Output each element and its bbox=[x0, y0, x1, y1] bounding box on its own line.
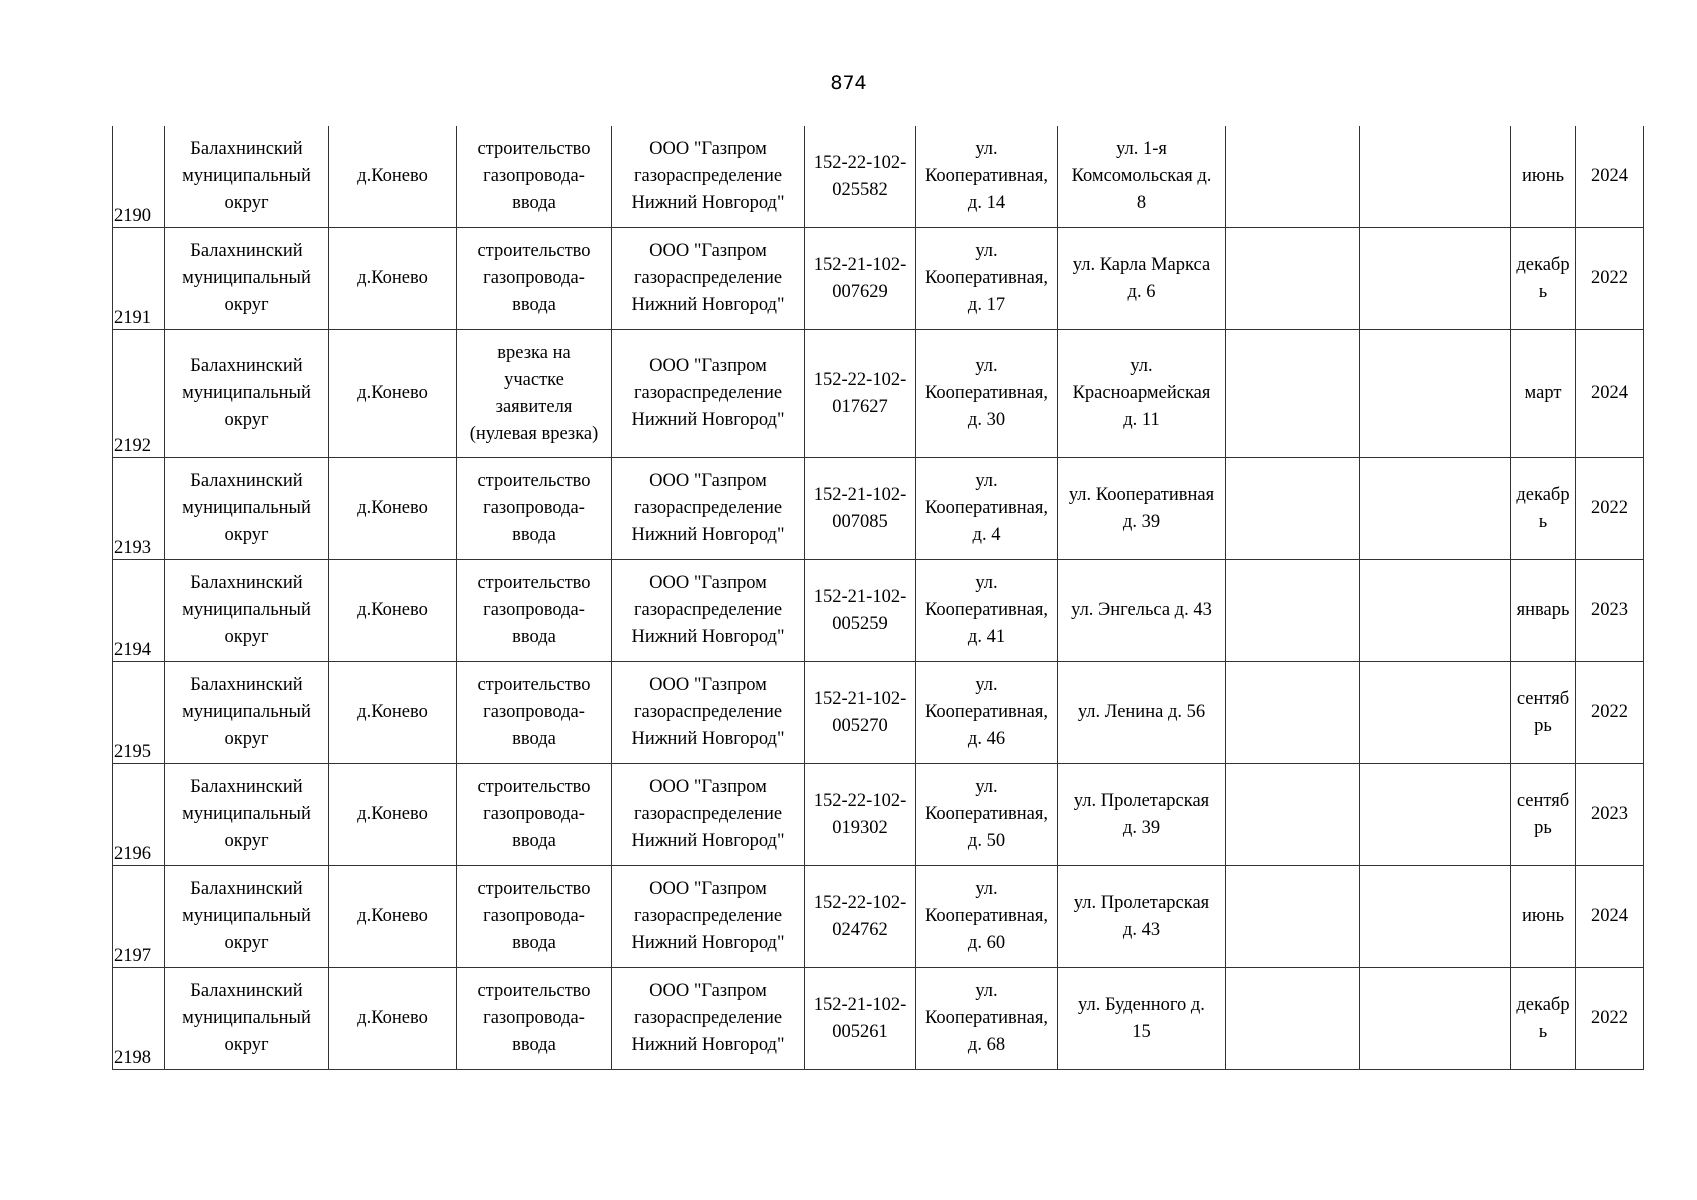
district-cell-line: округ bbox=[224, 729, 269, 749]
organization-cell bbox=[612, 560, 805, 662]
district-cell-line: муниципальный bbox=[182, 498, 311, 518]
connection-address-cell-line: Комсомольская д. bbox=[1071, 166, 1212, 186]
application-code-cell-line: 025582 bbox=[832, 179, 888, 200]
organization-cell-line: ООО "Газпром bbox=[649, 879, 767, 899]
district-cell bbox=[165, 764, 329, 866]
object-address-cell-line: ул. bbox=[975, 241, 998, 261]
empty-cell bbox=[1226, 968, 1360, 1070]
district-cell-line: Балахнинский bbox=[190, 241, 303, 261]
connection-address-cell-line: ул. Пролетарская bbox=[1073, 892, 1210, 913]
object-address-cell-line: Кооперативная, bbox=[925, 166, 1048, 186]
application-code-cell bbox=[805, 662, 916, 764]
organization-cell-line: газораспределение bbox=[633, 498, 783, 518]
object-address-cell-line: ул. bbox=[975, 675, 998, 695]
empty-cell bbox=[1226, 458, 1360, 560]
organization-cell-line: газораспределение bbox=[633, 600, 783, 620]
month-cell bbox=[1511, 126, 1576, 228]
organization-cell-line: Нижний Новгород" bbox=[631, 193, 785, 213]
empty-cell bbox=[1226, 866, 1360, 968]
application-code-cell-line: 152-21-102- bbox=[813, 586, 907, 607]
district-cell-line: округ bbox=[224, 933, 269, 953]
object-address-cell-line: д. 46 bbox=[967, 729, 1006, 749]
work-type-cell-line: строительство bbox=[477, 777, 591, 797]
year-cell: 2022 bbox=[1576, 662, 1644, 764]
page-number: 874 bbox=[830, 72, 867, 94]
work-type-cell-line: ввода bbox=[512, 933, 556, 953]
object-address-cell-line: д. 68 bbox=[967, 1035, 1006, 1055]
connection-address-cell-line: д. 39 bbox=[1122, 511, 1161, 532]
work-type-cell-line: строительство bbox=[477, 471, 591, 491]
object-address-cell-line: д. 41 bbox=[967, 627, 1006, 647]
month-cell-line: январь bbox=[1516, 600, 1570, 620]
empty-cell bbox=[1226, 228, 1360, 330]
month-cell-line: декабр bbox=[1516, 994, 1570, 1015]
object-address-cell bbox=[916, 866, 1058, 968]
work-type-cell-line: участке bbox=[504, 369, 564, 390]
work-type-cell-line: газопровода- bbox=[483, 268, 585, 288]
district-cell bbox=[165, 458, 329, 560]
object-address-cell-line: д. 50 bbox=[967, 831, 1006, 851]
organization-cell-line: ООО "Газпром bbox=[649, 573, 767, 593]
connection-address-cell-line: ул. Карла Маркса bbox=[1072, 254, 1211, 275]
empty-cell bbox=[1360, 330, 1511, 458]
district-cell bbox=[165, 662, 329, 764]
work-type-cell-line: строительство bbox=[477, 675, 591, 695]
organization-cell-line: ООО "Газпром bbox=[649, 675, 767, 695]
work-type-cell-line: строительство bbox=[477, 981, 591, 1001]
district-cell-line: муниципальный bbox=[182, 383, 311, 403]
gasification-registry-table bbox=[112, 126, 1644, 1070]
object-address-cell-line: ул. bbox=[975, 573, 998, 593]
empty-cell bbox=[1226, 764, 1360, 866]
connection-address-cell bbox=[1058, 330, 1226, 458]
work-type-cell-line: строительство bbox=[477, 573, 591, 593]
organization-cell bbox=[612, 458, 805, 560]
empty-cell bbox=[1360, 662, 1511, 764]
connection-address-cell bbox=[1058, 968, 1226, 1070]
application-code-cell bbox=[805, 458, 916, 560]
object-address-cell-line: ул. bbox=[975, 139, 998, 159]
work-type-cell-line: газопровода- bbox=[483, 906, 585, 926]
organization-cell-line: газораспределение bbox=[633, 906, 783, 926]
work-type-cell-line: ввода bbox=[512, 193, 556, 213]
work-type-cell bbox=[457, 662, 612, 764]
month-cell bbox=[1511, 968, 1576, 1070]
organization-cell-line: ООО "Газпром bbox=[649, 356, 767, 376]
work-type-cell-line: газопровода- bbox=[483, 498, 585, 518]
object-address-cell bbox=[916, 968, 1058, 1070]
empty-cell bbox=[1226, 662, 1360, 764]
district-cell-line: Балахнинский bbox=[190, 675, 303, 695]
empty-cell bbox=[1360, 764, 1511, 866]
month-cell-line: сентяб bbox=[1516, 790, 1570, 811]
row-number: 2194 bbox=[113, 560, 165, 662]
object-address-cell bbox=[916, 458, 1058, 560]
table-row bbox=[113, 764, 1644, 866]
work-type-cell-line: ввода bbox=[512, 627, 556, 647]
connection-address-cell bbox=[1058, 458, 1226, 560]
empty-cell bbox=[1360, 458, 1511, 560]
work-type-cell-line: врезка на bbox=[497, 342, 571, 363]
object-address-cell-line: Кооперативная, bbox=[925, 1008, 1048, 1028]
object-address-cell bbox=[916, 764, 1058, 866]
table-row bbox=[113, 866, 1644, 968]
district-cell-line: Балахнинский bbox=[190, 573, 303, 593]
organization-cell-line: ООО "Газпром bbox=[649, 471, 767, 491]
work-type-cell-line: строительство bbox=[477, 879, 591, 899]
application-code-cell bbox=[805, 866, 916, 968]
district-cell-line: округ bbox=[224, 525, 269, 545]
organization-cell bbox=[612, 228, 805, 330]
district-cell-line: Балахнинский bbox=[190, 356, 303, 376]
district-cell bbox=[165, 560, 329, 662]
connection-address-cell bbox=[1058, 866, 1226, 968]
year-cell: 2022 bbox=[1576, 458, 1644, 560]
organization-cell-line: ООО "Газпром bbox=[649, 777, 767, 797]
object-address-cell bbox=[916, 330, 1058, 458]
district-cell-line: муниципальный bbox=[182, 600, 311, 620]
month-cell bbox=[1511, 866, 1576, 968]
row-number: 2197 bbox=[113, 866, 165, 968]
month-cell bbox=[1511, 764, 1576, 866]
organization-cell-line: Нижний Новгород" bbox=[631, 933, 785, 953]
year-cell: 2022 bbox=[1576, 968, 1644, 1070]
row-number: 2196 bbox=[113, 764, 165, 866]
district-cell-line: Балахнинский bbox=[190, 879, 303, 899]
work-type-cell-line: ввода bbox=[512, 525, 556, 545]
application-code-cell-line: 024762 bbox=[832, 919, 888, 940]
organization-cell-line: ООО "Газпром bbox=[649, 139, 767, 159]
work-type-cell-line: ввода bbox=[512, 1035, 556, 1055]
work-type-cell bbox=[457, 126, 612, 228]
application-code-cell-line: 019302 bbox=[832, 817, 888, 838]
work-type-cell-line: газопровода- bbox=[483, 1008, 585, 1028]
district-cell-line: округ bbox=[224, 193, 269, 213]
table-row bbox=[113, 560, 1644, 662]
organization-cell-line: ООО "Газпром bbox=[649, 981, 767, 1001]
empty-cell bbox=[1360, 968, 1511, 1070]
district-cell-line: Балахнинский bbox=[190, 777, 303, 797]
month-cell-line: ь bbox=[1538, 511, 1548, 532]
organization-cell bbox=[612, 968, 805, 1070]
row-number: 2198 bbox=[113, 968, 165, 1070]
organization-cell-line: Нижний Новгород" bbox=[631, 627, 785, 647]
organization-cell-line: газораспределение bbox=[633, 1008, 783, 1028]
month-cell bbox=[1511, 662, 1576, 764]
application-code-cell-line: 152-22-102- bbox=[813, 152, 907, 173]
district-cell-line: округ bbox=[224, 295, 269, 315]
district-cell-line: Балахнинский bbox=[190, 981, 303, 1001]
application-code-cell bbox=[805, 126, 916, 228]
application-code-cell bbox=[805, 330, 916, 458]
work-type-cell-line: ввода bbox=[512, 295, 556, 315]
empty-cell bbox=[1226, 126, 1360, 228]
application-code-cell-line: 017627 bbox=[832, 396, 888, 417]
object-address-cell-line: Кооперативная, bbox=[925, 383, 1048, 403]
month-cell-line: март bbox=[1524, 383, 1562, 403]
object-address-cell bbox=[916, 560, 1058, 662]
settlement-cell: д.Конево bbox=[329, 866, 457, 968]
district-cell-line: муниципальный bbox=[182, 268, 311, 288]
object-address-cell-line: д. 4 bbox=[972, 525, 1001, 545]
empty-cell bbox=[1360, 126, 1511, 228]
month-cell bbox=[1511, 458, 1576, 560]
settlement-cell: д.Конево bbox=[329, 968, 457, 1070]
organization-cell-line: Нижний Новгород" bbox=[631, 729, 785, 749]
table-row bbox=[113, 662, 1644, 764]
table-body bbox=[113, 126, 1644, 1070]
connection-address-cell-line: ул. Буденного д. bbox=[1078, 994, 1205, 1015]
connection-address-cell-line: д. 11 bbox=[1123, 410, 1160, 430]
work-type-cell-line: ввода bbox=[512, 831, 556, 851]
application-code-cell-line: 005259 bbox=[832, 613, 888, 634]
month-cell-line: рь bbox=[1534, 715, 1552, 736]
district-cell bbox=[165, 228, 329, 330]
object-address-cell-line: ул. bbox=[975, 777, 998, 797]
organization-cell-line: Нижний Новгород" bbox=[631, 525, 785, 545]
district-cell bbox=[165, 330, 329, 458]
application-code-cell-line: 005261 bbox=[832, 1021, 888, 1042]
connection-address-cell-line: 15 bbox=[1132, 1021, 1151, 1042]
application-code-cell-line: 152-22-102- bbox=[813, 892, 907, 913]
district-cell-line: муниципальный bbox=[182, 906, 311, 926]
month-cell bbox=[1511, 560, 1576, 662]
month-cell-line: ь bbox=[1538, 1021, 1548, 1042]
work-type-cell-line: газопровода- bbox=[483, 804, 585, 824]
organization-cell-line: газораспределение bbox=[633, 268, 783, 288]
connection-address-cell bbox=[1058, 126, 1226, 228]
application-code-cell-line: 152-21-102- bbox=[813, 254, 907, 275]
settlement-cell: д.Конево bbox=[329, 330, 457, 458]
table-row bbox=[113, 330, 1644, 458]
month-cell-line: сентяб bbox=[1516, 688, 1570, 709]
object-address-cell-line: Кооперативная, bbox=[925, 804, 1048, 824]
empty-cell bbox=[1360, 228, 1511, 330]
object-address-cell bbox=[916, 662, 1058, 764]
object-address-cell-line: Кооперативная, bbox=[925, 906, 1048, 926]
work-type-cell-line: заявителя bbox=[495, 396, 573, 417]
district-cell-line: округ bbox=[224, 627, 269, 647]
organization-cell-line: Нижний Новгород" bbox=[631, 410, 785, 430]
organization-cell bbox=[612, 764, 805, 866]
object-address-cell-line: Кооперативная, bbox=[925, 498, 1048, 518]
connection-address-cell-line: Красноармейская bbox=[1072, 383, 1211, 403]
connection-address-cell bbox=[1058, 764, 1226, 866]
district-cell bbox=[165, 968, 329, 1070]
empty-cell bbox=[1360, 560, 1511, 662]
district-cell-line: муниципальный bbox=[182, 702, 311, 722]
district-cell-line: округ bbox=[224, 831, 269, 851]
object-address-cell-line: Кооперативная, bbox=[925, 600, 1048, 620]
empty-cell bbox=[1226, 560, 1360, 662]
connection-address-cell bbox=[1058, 228, 1226, 330]
table-row bbox=[113, 458, 1644, 560]
year-cell: 2022 bbox=[1576, 228, 1644, 330]
settlement-cell: д.Конево bbox=[329, 458, 457, 560]
district-cell-line: Балахнинский bbox=[190, 139, 303, 159]
application-code-cell bbox=[805, 764, 916, 866]
year-cell: 2024 bbox=[1576, 330, 1644, 458]
month-cell bbox=[1511, 228, 1576, 330]
organization-cell bbox=[612, 866, 805, 968]
organization-cell-line: ООО "Газпром bbox=[649, 241, 767, 261]
district-cell-line: Балахнинский bbox=[190, 471, 303, 491]
empty-cell bbox=[1360, 866, 1511, 968]
object-address-cell-line: д. 14 bbox=[967, 193, 1006, 213]
year-cell: 2024 bbox=[1576, 126, 1644, 228]
year-cell: 2024 bbox=[1576, 866, 1644, 968]
connection-address-cell-line: д. 6 bbox=[1127, 281, 1156, 302]
year-cell: 2023 bbox=[1576, 560, 1644, 662]
work-type-cell bbox=[457, 764, 612, 866]
table-row bbox=[113, 968, 1644, 1070]
application-code-cell-line: 152-22-102- bbox=[813, 369, 907, 390]
organization-cell-line: Нижний Новгород" bbox=[631, 831, 785, 851]
organization-cell-line: Нижний Новгород" bbox=[631, 1035, 785, 1055]
application-code-cell bbox=[805, 560, 916, 662]
work-type-cell bbox=[457, 866, 612, 968]
organization-cell bbox=[612, 126, 805, 228]
organization-cell-line: газораспределение bbox=[633, 702, 783, 722]
object-address-cell-line: ул. bbox=[975, 879, 998, 899]
work-type-cell bbox=[457, 968, 612, 1070]
object-address-cell-line: д. 60 bbox=[967, 933, 1006, 953]
application-code-cell-line: 152-21-102- bbox=[813, 688, 907, 709]
row-number: 2190 bbox=[113, 126, 165, 228]
work-type-cell bbox=[457, 560, 612, 662]
district-cell-line: округ bbox=[224, 1035, 269, 1055]
object-address-cell-line: ул. bbox=[975, 356, 998, 376]
month-cell bbox=[1511, 330, 1576, 458]
district-cell bbox=[165, 866, 329, 968]
table-row bbox=[113, 228, 1644, 330]
work-type-cell bbox=[457, 228, 612, 330]
settlement-cell: д.Конево bbox=[329, 764, 457, 866]
application-code-cell-line: 007629 bbox=[832, 281, 888, 302]
month-cell-line: ь bbox=[1538, 281, 1548, 302]
row-number: 2193 bbox=[113, 458, 165, 560]
settlement-cell: д.Конево bbox=[329, 662, 457, 764]
organization-cell-line: Нижний Новгород" bbox=[631, 295, 785, 315]
connection-address-cell-line: ул. 1-я bbox=[1116, 139, 1167, 159]
connection-address-cell-line: ул. Кооперативная bbox=[1068, 484, 1215, 505]
object-address-cell-line: ул. bbox=[975, 981, 998, 1001]
connection-address-cell bbox=[1058, 662, 1226, 764]
connection-address-cell-line: ул. Ленина д. 56 bbox=[1077, 702, 1206, 722]
object-address-cell-line: Кооперативная, bbox=[925, 702, 1048, 722]
work-type-cell-line: газопровода- bbox=[483, 600, 585, 620]
connection-address-cell-line: ул. Пролетарская bbox=[1073, 790, 1210, 811]
organization-cell-line: газораспределение bbox=[633, 804, 783, 824]
district-cell bbox=[165, 126, 329, 228]
application-code-cell-line: 152-22-102- bbox=[813, 790, 907, 811]
connection-address-cell-line: 8 bbox=[1136, 193, 1147, 213]
object-address-cell-line: д. 17 bbox=[967, 295, 1006, 315]
object-address-cell-line: д. 30 bbox=[967, 410, 1006, 430]
object-address-cell bbox=[916, 126, 1058, 228]
settlement-cell: д.Конево bbox=[329, 228, 457, 330]
work-type-cell bbox=[457, 458, 612, 560]
work-type-cell-line: строительство bbox=[477, 139, 591, 159]
work-type-cell-line: ввода bbox=[512, 729, 556, 749]
application-code-cell bbox=[805, 968, 916, 1070]
settlement-cell: д.Конево bbox=[329, 126, 457, 228]
district-cell-line: муниципальный bbox=[182, 166, 311, 186]
month-cell-line: июнь bbox=[1521, 166, 1565, 186]
row-number: 2191 bbox=[113, 228, 165, 330]
organization-cell-line: газораспределение bbox=[633, 166, 783, 186]
organization-cell bbox=[612, 662, 805, 764]
work-type-cell bbox=[457, 330, 612, 458]
settlement-cell: д.Конево bbox=[329, 560, 457, 662]
work-type-cell-line: газопровода- bbox=[483, 702, 585, 722]
district-cell-line: муниципальный bbox=[182, 1008, 311, 1028]
connection-address-cell bbox=[1058, 560, 1226, 662]
application-code-cell bbox=[805, 228, 916, 330]
application-code-cell-line: 007085 bbox=[832, 511, 888, 532]
row-number: 2195 bbox=[113, 662, 165, 764]
district-cell-line: округ bbox=[224, 410, 269, 430]
organization-cell bbox=[612, 330, 805, 458]
object-address-cell-line: ул. bbox=[975, 471, 998, 491]
connection-address-cell-line: ул. bbox=[1130, 356, 1153, 376]
district-cell-line: муниципальный bbox=[182, 804, 311, 824]
organization-cell-line: газораспределение bbox=[633, 383, 783, 403]
application-code-cell-line: 152-21-102- bbox=[813, 484, 907, 505]
connection-address-cell-line: д. 43 bbox=[1122, 919, 1161, 940]
row-number: 2192 bbox=[113, 330, 165, 458]
month-cell-line: декабр bbox=[1516, 254, 1570, 275]
year-cell: 2023 bbox=[1576, 764, 1644, 866]
work-type-cell-line: строительство bbox=[477, 241, 591, 261]
work-type-cell-line: (нулевая врезка) bbox=[469, 423, 599, 444]
month-cell-line: декабр bbox=[1516, 484, 1570, 505]
object-address-cell bbox=[916, 228, 1058, 330]
empty-cell bbox=[1226, 330, 1360, 458]
month-cell-line: рь bbox=[1534, 817, 1552, 838]
month-cell-line: июнь bbox=[1521, 906, 1565, 926]
work-type-cell-line: газопровода- bbox=[483, 166, 585, 186]
application-code-cell-line: 005270 bbox=[832, 715, 888, 736]
table-row bbox=[113, 126, 1644, 228]
connection-address-cell-line: д. 39 bbox=[1122, 817, 1161, 838]
object-address-cell-line: Кооперативная, bbox=[925, 268, 1048, 288]
connection-address-cell-line: ул. Энгельса д. 43 bbox=[1071, 600, 1212, 620]
application-code-cell-line: 152-21-102- bbox=[813, 994, 907, 1015]
